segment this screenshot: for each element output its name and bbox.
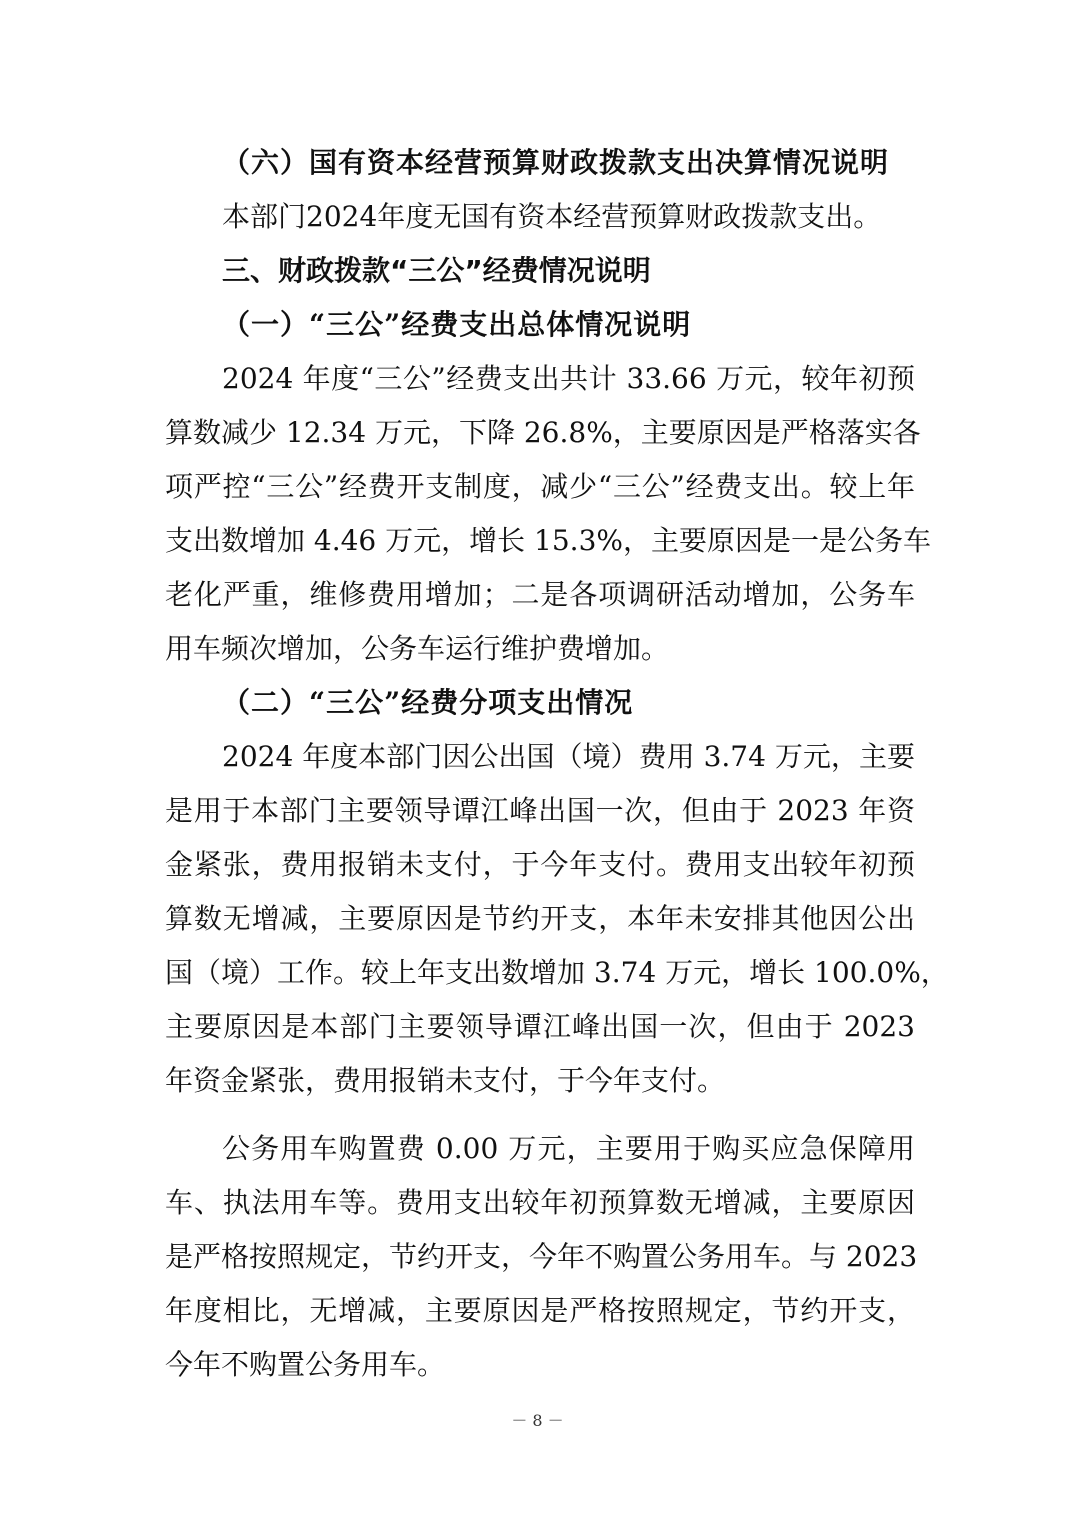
paragraph-line: 国（境）工作。较上年支出数增加 3.74 万元，增长 100.0%， xyxy=(165,956,949,989)
page-number: － 8 － xyxy=(511,1411,564,1430)
paragraph-line: 支出数增加 4.46 万元，增长 15.3%，主要原因是一是公务车 xyxy=(165,524,931,557)
paragraph-line: 今年不购置公务用车。 xyxy=(165,1348,446,1381)
paragraph-line: 主要原因是本部门主要领导谭江峰出国一次，但由于 2023 xyxy=(165,1010,915,1043)
subsection-2-heading: （二）“三公”经费分项支出情况 xyxy=(222,686,634,719)
paragraph-line: 2024 年度本部门因公出国（境）费用 3.74 万元，主要 xyxy=(222,740,915,773)
paragraph-line: 2024 年度“三公”经费支出共计 33.66 万元，较年初预 xyxy=(222,362,915,395)
section-6-paragraph: 本部门2024年度无国有资本经营预算财政拨款支出。 xyxy=(222,200,882,233)
paragraph-line: 算数减少 12.34 万元，下降 26.8%，主要原因是严格落实各 xyxy=(165,416,921,449)
subsection-2-paragraph-1 xyxy=(165,730,949,1108)
document-body xyxy=(165,136,949,1392)
paragraph-line: 车、执法用车等。费用支出较年初预算数无增减，主要原因 xyxy=(165,1186,915,1219)
paragraph-line: 是用于本部门主要领导谭江峰出国一次，但由于 2023 年资 xyxy=(165,794,915,827)
section-heading-6: （六）国有资本经营预算财政拨款支出决算情况说明 xyxy=(222,146,890,179)
paragraph-line: 公务用车购置费 0.00 万元，主要用于购买应急保障用 xyxy=(222,1132,915,1165)
paragraph-line: 金紧张，费用报销未支付，于今年支付。费用支出较年初预 xyxy=(165,848,915,881)
paragraph-line: 是严格按照规定，节约开支，今年不购置公务用车。与 2023 xyxy=(165,1240,918,1273)
paragraph-spacer xyxy=(165,1108,915,1122)
subsection-2-paragraph-2 xyxy=(165,1122,918,1392)
paragraph-line: 年度相比，无增减，主要原因是严格按照规定，节约开支， xyxy=(165,1294,915,1327)
paragraph-line: 用车频次增加，公务车运行维护费增加。 xyxy=(165,632,670,665)
paragraph-line: 老化严重，维修费用增加；二是各项调研活动增加，公务车 xyxy=(165,578,915,611)
subsection-1-heading: （一）“三公”经费支出总体情况说明 xyxy=(222,308,692,341)
paragraph-line: 项严控“三公”经费开支制度，减少“三公”经费支出。较上年 xyxy=(165,470,915,503)
paragraph-line: 年资金紧张，费用报销未支付，于今年支付。 xyxy=(165,1064,726,1097)
subsection-1-paragraph xyxy=(165,352,931,676)
part-3-heading: 三、财政拨款“三公”经费情况说明 xyxy=(222,254,651,287)
paragraph-line: 算数无增减，主要原因是节约开支，本年未安排其他因公出 xyxy=(165,902,915,935)
